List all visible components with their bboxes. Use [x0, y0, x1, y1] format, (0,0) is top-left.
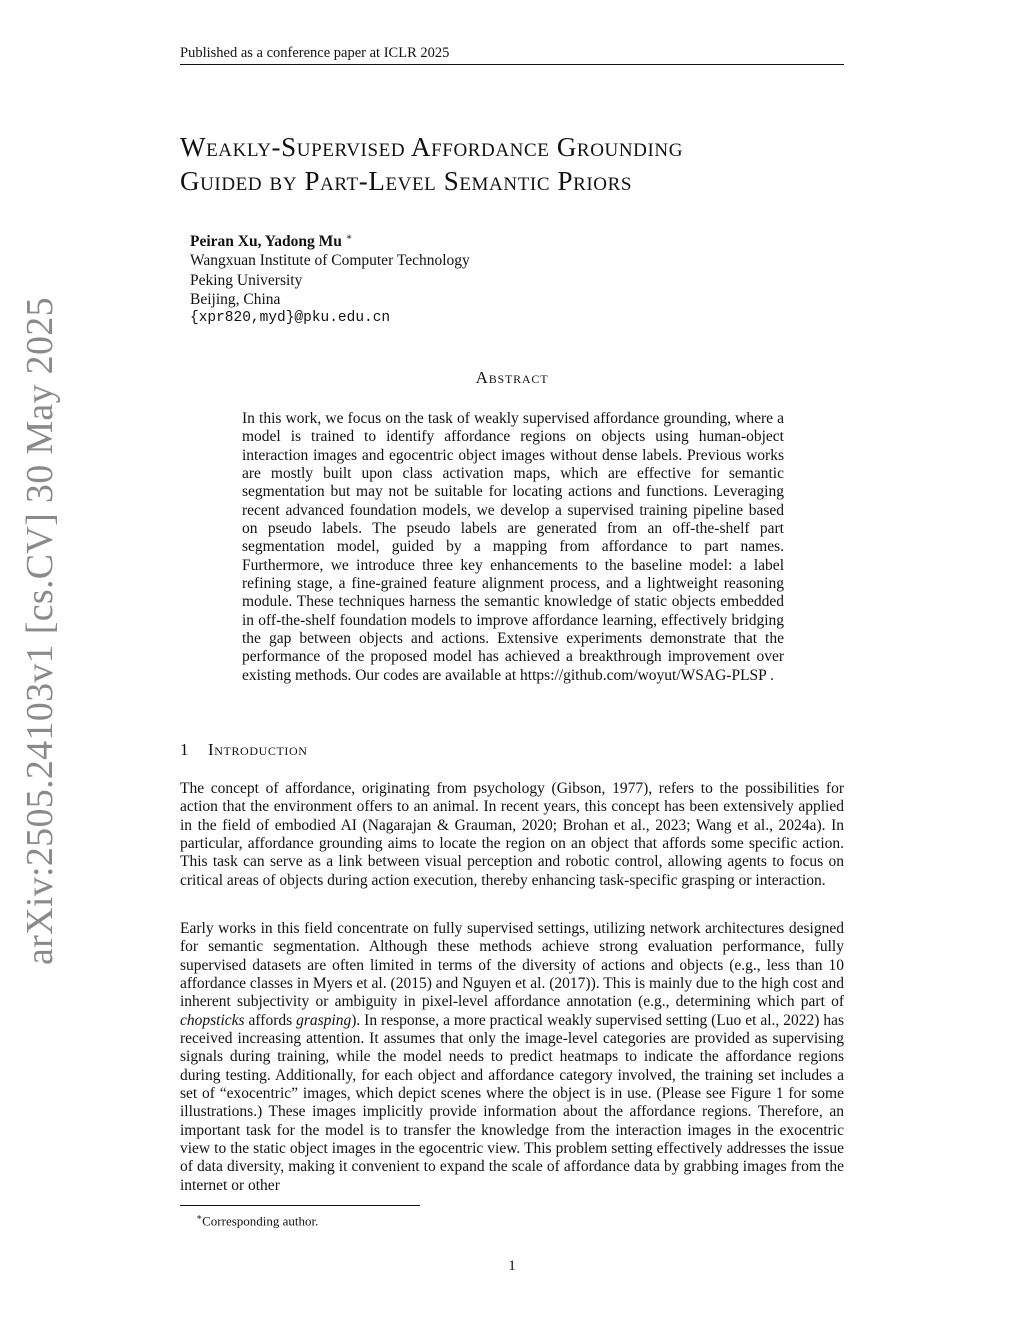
author-block	[190, 228, 470, 329]
title-line-1: Weakly-Supervised Affordance Grounding	[180, 132, 684, 162]
intro-p2-part-a: Early works in this field concentrate on fully supervised settings, utilizing network architectures designed for semantic segmentation. Although these methods achieve strong evaluation performance, fully supervised datasets are often limited in terms of the diversity of actions and objects (e.g., less than 10 affordance classes in Myers et al. (2015) and Nguyen et al. (2017)). This is mainly due to the high cost and inherent subjectivity or ambiguity in pixel-level affordance annotation (e.g., determining which part of	[180, 920, 844, 1011]
running-head: Published as a conference paper at ICLR 2025	[180, 44, 844, 65]
paper-title	[180, 130, 844, 198]
footnote-rule	[180, 1205, 420, 1206]
intro-p2-part-b: affords	[244, 1011, 297, 1029]
intro-p2-emphasis-grasping: grasping	[296, 1011, 352, 1029]
page-number: 1	[508, 1258, 516, 1274]
section-number: 1	[180, 740, 190, 759]
section-heading	[180, 740, 308, 760]
arxiv-identifier: arXiv:2505.24103v1 [cs.CV] 30 May 2025	[19, 297, 61, 965]
footnote	[196, 1209, 318, 1229]
author-email: {xpr820,myd}@pku.edu.cn	[190, 310, 391, 327]
author-affiliation: Wangxuan Institute of Computer Technology	[190, 252, 470, 270]
intro-paragraph-1: The concept of affordance, originating from psychology (Gibson, 1977), refers to the possibilities for action that the environment offers to an animal. In recent years, this concept has been extensively applied in the field of embodied AI (Nagarajan & Grauman, 2020; Brohan et al., 2023; Wang et al., 2024a). In particular, affordance grounding aims to locate the region on an object that affords some specific action. This task can serve as a link between visual perception and robotic control, allowing agents to focus on critical areas of objects during action execution, thereby enhancing task-specific grasping or interaction.	[180, 780, 844, 889]
author-names: Peiran Xu, Yadong Mu	[190, 233, 342, 251]
author-footnote-mark: ∗	[345, 232, 353, 243]
author-location: Beijing, China	[190, 291, 281, 309]
intro-p2-emphasis-chopsticks: chopsticks	[180, 1011, 245, 1029]
footnote-text: Corresponding author.	[202, 1213, 319, 1229]
title-line-2: Guided by Part-Level Semantic Priors	[180, 166, 633, 196]
abstract-heading: Abstract	[475, 368, 549, 387]
author-names-line	[190, 228, 470, 251]
intro-p2-part-c: ). In response, a more practical weakly supervised setting (Luo et al., 2022) has received increasing attention. It assumes that only the image-level categories are provided as supervising signals during training, while the model needs to predict heatmaps to indicate the affordance regions during testing. Additionally, for each object and affordance category involved, the training set includes a set of “exocentric” images, which depict scenes where the object is in use. (Please see Figure 1 for some illustrations.) These images implicitly provide information about the affordance regions. Therefore, an important task for the model is to transfer the knowledge from the interaction images in the exocentric view to the static object images in the egocentric view. This problem setting effectively addresses the issue of data diversity, making it convenient to expand the scale of affordance data by grabbing images from the internet or other	[180, 1011, 844, 1194]
section-title: Introduction	[208, 740, 308, 759]
intro-paragraph-2	[180, 920, 844, 1195]
author-university: Peking University	[190, 271, 303, 289]
abstract-text: In this work, we focus on the task of weakly supervised affordance grounding, where a model is trained to identify affordance regions on objects using human-object interaction images and egocentric object images without dense labels. Previous works are mostly built upon class activation maps, which are effective for semantic segmentation but may not be suitable for locating actions and functions. Leveraging recent advanced foundation models, we develop a supervised training pipeline based on pseudo labels. The pseudo labels are generated from an off-the-shelf part segmentation model, guided by a mapping from affordance to part names. Furthermore, we introduce three key enhancements to the baseline model: a label refining stage, a fine-grained feature alignment process, and a lightweight reasoning module. These techniques harness the semantic knowledge of static objects embedded in off-the-shelf foundation models to improve affordance learning, effectively bridging the gap between objects and actions. Extensive experiments demonstrate that the performance of the proposed model has achieved a breakthrough improvement over existing methods. Our codes are available at https://github.com/woyut/WSAG-PLSP .	[242, 410, 784, 684]
footnote-mark: ∗	[196, 1212, 203, 1222]
